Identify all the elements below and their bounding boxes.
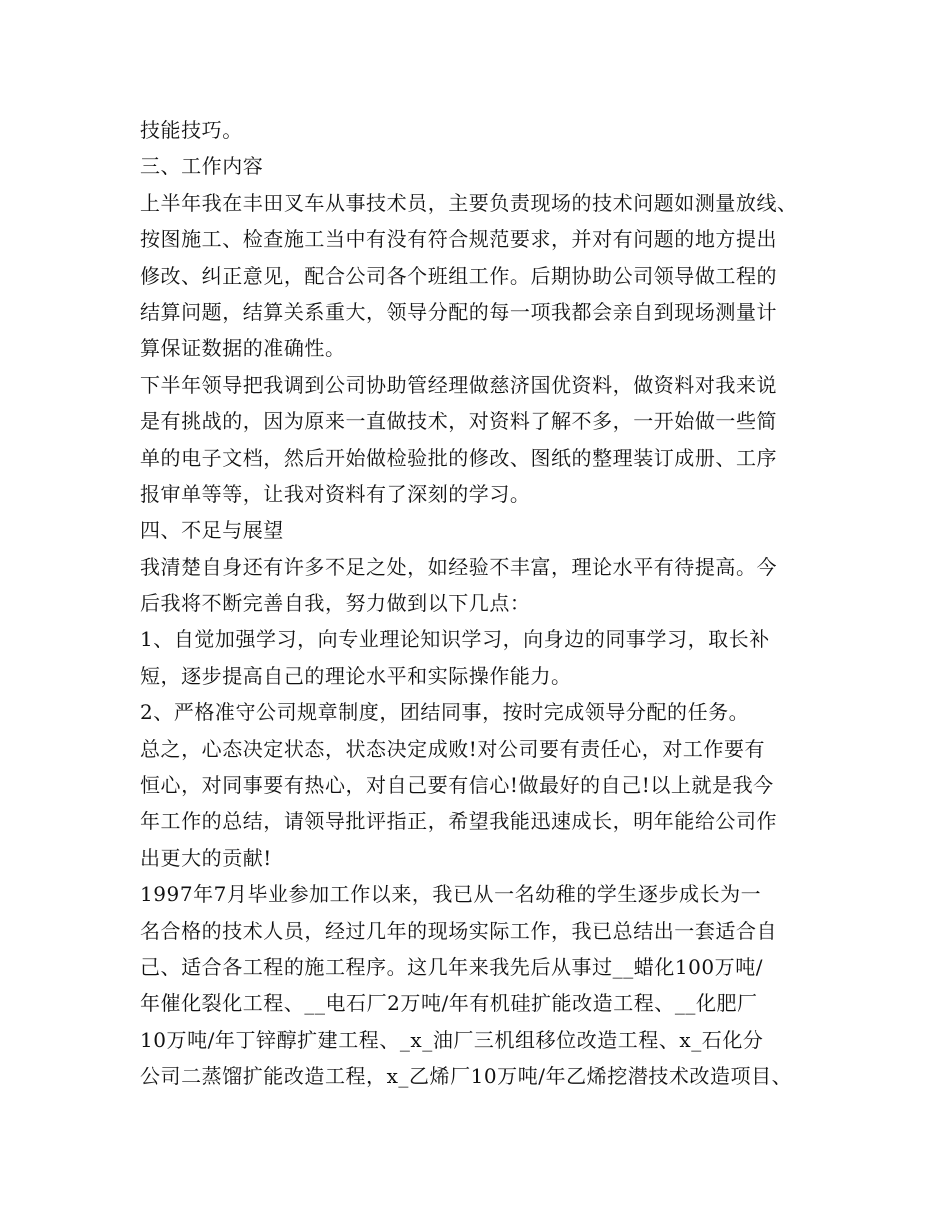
text-line: 按图施工、检查施工当中有没有符合规范要求，并对有问题的地方提出 <box>140 227 778 252</box>
text-line: 上半年我在丰田叉车从事技术员，主要负责现场的技术问题如测量放线、 <box>140 190 798 215</box>
text-line: 是有挑战的，因为原来一直做技术，对资料了解不多，一开始做一些简 <box>140 409 778 434</box>
text-line: 己、适合各工程的施工程序。这几年来我先后从事过__蜡化100万吨/ <box>140 954 764 979</box>
document-body <box>140 112 820 1095</box>
text-line: 后我将不断完善自我，努力做到以下几点： <box>140 591 531 616</box>
text-line: 1997年7月毕业参加工作以来，我已从一名幼稚的学生逐步成长为一 <box>140 882 762 907</box>
text-line: 短，逐步提高自己的理论水平和实际操作能力。 <box>140 663 572 688</box>
text-line: 10万吨/年丁锌醇扩建工程、_x_油厂三机组移位改造工程、x_石化分 <box>140 1027 764 1052</box>
text-line: 名合格的技术人员，经过几年的现场实际工作，我已总结出一套适合自 <box>140 918 778 943</box>
text-line: 单的电子文档，然后开始做检验批的修改、图纸的整理装订成册、工序 <box>140 445 778 470</box>
text-line: 我清楚自身还有许多不足之处，如经验不丰富，理论水平有待提高。今 <box>140 554 778 579</box>
list-item-2: 2、严格准守公司规章制度，团结同事，按时完成领导分配的任务。 <box>140 700 750 725</box>
text-line: 总之，心态决定状态，状态决定成败!对公司要有责任心，对工作要有 <box>140 736 766 761</box>
text-line: 恒心，对同事要有热心，对自己要有信心!做最好的自己!以上就是我今 <box>140 773 774 798</box>
text-line: 算保证数据的准确性。 <box>140 336 346 361</box>
text-line: 公司二蒸馏扩能改造工程，x_乙烯厂10万吨/年乙烯挖潜技术改造项目、 <box>140 1064 793 1089</box>
text-line: 年催化裂化工程、__电石厂2万吨/年有机硅扩能改造工程、__化肥厂 <box>140 991 758 1016</box>
text-line: 修改、纠正意见，配合公司各个班组工作。后期协助公司领导做工程的 <box>140 263 778 288</box>
text-line: 年工作的总结，请领导批评指正，希望我能迅速成长，明年能给公司作 <box>140 809 778 834</box>
section-heading-shortcomings: 四、不足与展望 <box>140 518 284 543</box>
text-line: 技能技巧。 <box>140 118 243 142</box>
text-line: 报审单等等，让我对资料有了深刻的学习。 <box>140 481 531 506</box>
text-line: 出更大的贡献! <box>140 845 272 870</box>
text-line: 下半年领导把我调到公司协助管经理做慈济国优资料，做资料对我来说 <box>140 372 778 397</box>
text-line: 结算问题，结算关系重大，领导分配的每一项我都会亲自到现场测量计 <box>140 299 778 324</box>
section-heading-work-content: 三、工作内容 <box>140 154 264 179</box>
list-item-1: 1、自觉加强学习，向专业理论知识学习，向身边的同事学习，取长补 <box>140 627 770 652</box>
